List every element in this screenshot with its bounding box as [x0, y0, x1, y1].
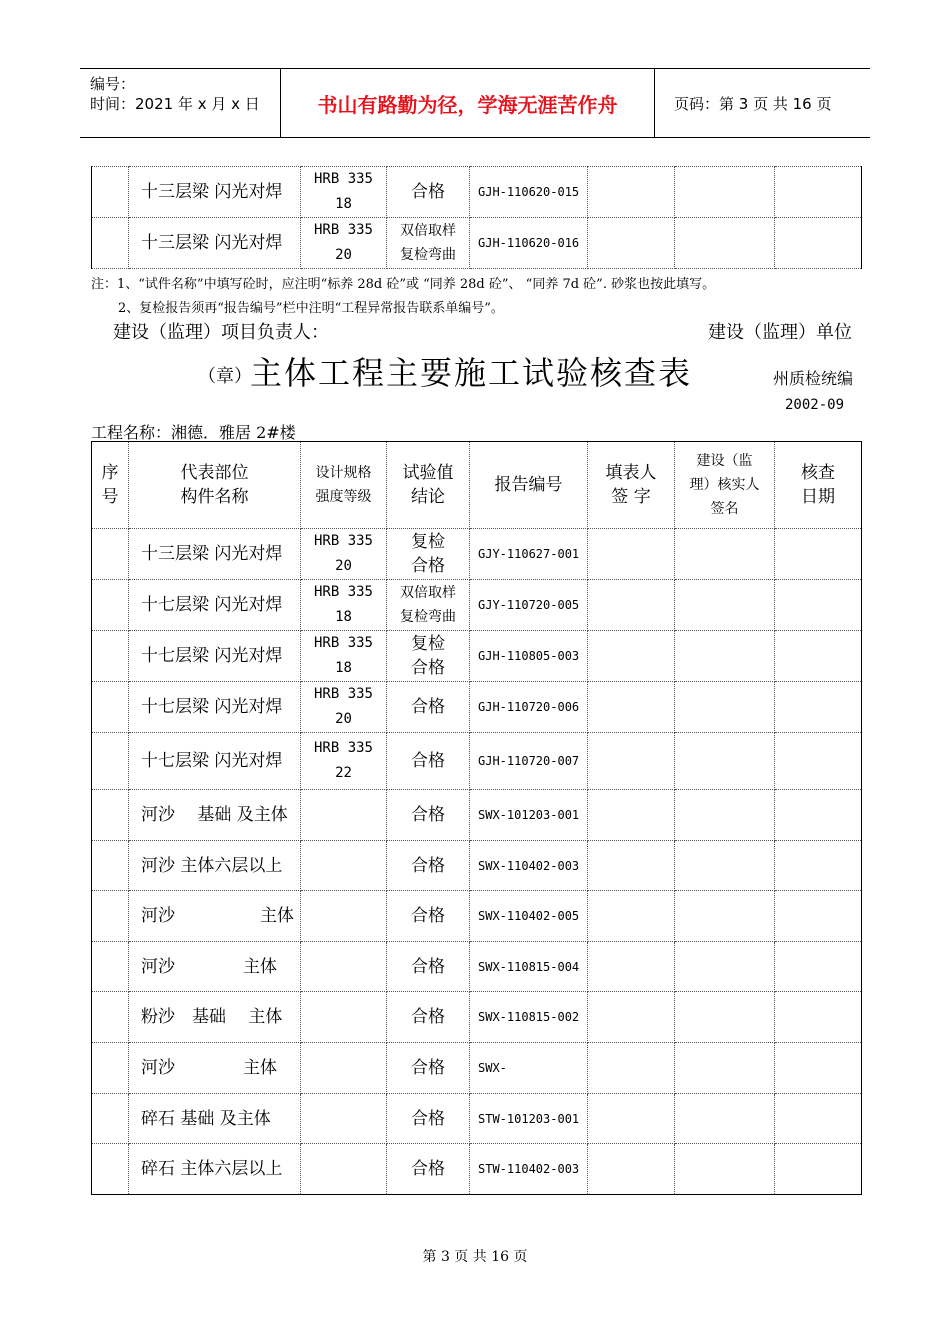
cell-spec	[301, 992, 387, 1043]
cell-seq	[92, 1144, 129, 1195]
document-time-label: 时间：2021 年 x 月 x 日	[90, 95, 260, 113]
cell-check-date	[775, 942, 862, 992]
cell-filler-signature	[588, 992, 675, 1043]
cell-part: 十七层梁 闪光对焊	[129, 631, 301, 682]
cell-check-date	[775, 529, 862, 580]
cell-filler-signature	[588, 580, 675, 631]
publisher-label: 州质检统编	[773, 369, 854, 388]
cell-result: 双倍取样 复检弯曲	[387, 580, 470, 631]
cell-verifier-signature	[675, 733, 775, 790]
cell-check-date	[775, 631, 862, 682]
header-verifier: 建设（监 理）核实人 签名	[675, 442, 775, 529]
cell-part: 十三层梁 闪光对焊	[129, 218, 301, 269]
cell-spec	[301, 841, 387, 891]
cell-check-date	[775, 167, 862, 218]
cell-verifier-signature	[675, 167, 775, 218]
top-continuation-table	[91, 166, 862, 269]
cell-report-number: STW-101203-001	[470, 1094, 588, 1144]
header-spec: 设计规格 强度等级	[301, 442, 387, 529]
cell-part: 十三层梁 闪光对焊	[129, 167, 301, 218]
table-row	[92, 1144, 862, 1195]
cell-check-date	[775, 580, 862, 631]
table-row	[92, 891, 862, 942]
cell-filler-signature	[588, 529, 675, 580]
cell-filler-signature	[588, 841, 675, 891]
header-filler: 填表人 签 字	[588, 442, 675, 529]
cell-verifier-signature	[675, 992, 775, 1043]
cell-check-date	[775, 1043, 862, 1094]
cell-verifier-signature	[675, 1144, 775, 1195]
cell-report-number: GJH-110805-003	[470, 631, 588, 682]
cell-result: 合格	[387, 733, 470, 790]
table-row	[92, 167, 862, 218]
cell-check-date	[775, 1144, 862, 1195]
cell-report-number: GJH-110720-006	[470, 682, 588, 733]
table-row	[92, 580, 862, 631]
cell-verifier-signature	[675, 529, 775, 580]
cell-filler-signature	[588, 1094, 675, 1144]
cell-report-number: GJH-110620-016	[470, 218, 588, 269]
cell-spec: HRB 335 22	[301, 733, 387, 790]
cell-spec: HRB 335 18	[301, 167, 387, 218]
cell-result: 合格	[387, 841, 470, 891]
cell-spec	[301, 1043, 387, 1094]
cell-verifier-signature	[675, 218, 775, 269]
cell-filler-signature	[588, 167, 675, 218]
cell-verifier-signature	[675, 790, 775, 841]
cell-verifier-signature	[675, 682, 775, 733]
cell-filler-signature	[588, 891, 675, 942]
cell-filler-signature	[588, 682, 675, 733]
note-2: 2、复检报告须再“报告编号”栏中注明“工程异常报告联系单编号”。	[118, 301, 504, 316]
header-motto: 书山有路勤为径，学海无涯苦作舟	[281, 69, 655, 137]
cell-seq	[92, 631, 129, 682]
seal-label: （章）	[198, 366, 252, 387]
table-row	[92, 942, 862, 992]
table-row	[92, 682, 862, 733]
cell-spec	[301, 942, 387, 992]
cell-report-number: GJY-110720-005	[470, 580, 588, 631]
cell-spec	[301, 1144, 387, 1195]
cell-seq	[92, 218, 129, 269]
cell-spec: HRB 335 20	[301, 682, 387, 733]
table-header-row	[92, 442, 862, 529]
cell-check-date	[775, 790, 862, 841]
cell-part: 碎石 主体六层以上	[129, 1144, 301, 1195]
cell-result: 合格	[387, 1043, 470, 1094]
cell-check-date	[775, 841, 862, 891]
main-inspection-table	[91, 441, 862, 1195]
cell-spec: HRB 335 18	[301, 631, 387, 682]
edition-date: 2002-09	[785, 397, 845, 413]
cell-result: 合格	[387, 891, 470, 942]
project-name: 工程名称：湘德．雅居 2#楼	[91, 423, 296, 442]
cell-filler-signature	[588, 942, 675, 992]
cell-result: 合格	[387, 992, 470, 1043]
cell-seq	[92, 841, 129, 891]
cell-report-number: GJH-110720-007	[470, 733, 588, 790]
header-result: 试验值 结论	[387, 442, 470, 529]
cell-report-number: SWX-	[470, 1043, 588, 1094]
cell-check-date	[775, 992, 862, 1043]
document-number-label: 编号：	[90, 75, 136, 93]
table-row	[92, 529, 862, 580]
cell-check-date	[775, 682, 862, 733]
table-row	[92, 992, 862, 1043]
cell-filler-signature	[588, 1144, 675, 1195]
header-seq: 序 号	[92, 442, 129, 529]
cell-report-number: GJY-110627-001	[470, 529, 588, 580]
cell-verifier-signature	[675, 891, 775, 942]
cell-check-date	[775, 733, 862, 790]
cell-filler-signature	[588, 218, 675, 269]
cell-filler-signature	[588, 790, 675, 841]
cell-seq	[92, 790, 129, 841]
cell-part: 十七层梁 闪光对焊	[129, 580, 301, 631]
cell-filler-signature	[588, 733, 675, 790]
header-report: 报告编号	[470, 442, 588, 529]
construction-unit-label: 建设（监理）单位	[708, 322, 852, 343]
cell-result: 合格	[387, 1094, 470, 1144]
cell-seq	[92, 167, 129, 218]
cell-report-number: SWX-110815-004	[470, 942, 588, 992]
cell-seq	[92, 992, 129, 1043]
page-title: 主体工程主要施工试验核查表	[250, 354, 693, 392]
cell-part: 河沙 主体	[129, 891, 301, 942]
cell-report-number: SWX-101203-001	[470, 790, 588, 841]
header-part: 代表部位 构件名称	[129, 442, 301, 529]
cell-result: 合格	[387, 1144, 470, 1195]
cell-report-number: SWX-110815-002	[470, 992, 588, 1043]
cell-verifier-signature	[675, 1043, 775, 1094]
header-page-label: 页码：第 3 页 共 16 页	[674, 94, 832, 113]
cell-part: 十三层梁 闪光对焊	[129, 529, 301, 580]
cell-seq	[92, 942, 129, 992]
cell-check-date	[775, 891, 862, 942]
cell-report-number: SWX-110402-005	[470, 891, 588, 942]
table-row	[92, 218, 862, 269]
cell-spec	[301, 1094, 387, 1144]
table-row	[92, 1094, 862, 1144]
cell-part: 十七层梁 闪光对焊	[129, 682, 301, 733]
header-check-date: 核查 日期	[775, 442, 862, 529]
cell-verifier-signature	[675, 580, 775, 631]
cell-seq	[92, 891, 129, 942]
table-row	[92, 631, 862, 682]
cell-part: 十七层梁 闪光对焊	[129, 733, 301, 790]
cell-seq	[92, 1043, 129, 1094]
cell-verifier-signature	[675, 942, 775, 992]
cell-verifier-signature	[675, 631, 775, 682]
cell-seq	[92, 733, 129, 790]
cell-verifier-signature	[675, 841, 775, 891]
cell-spec: HRB 335 18	[301, 580, 387, 631]
cell-part: 河沙 基础 及主体	[129, 790, 301, 841]
cell-result: 合格	[387, 682, 470, 733]
cell-spec: HRB 335 20	[301, 529, 387, 580]
project-leader-signature-label: 建设（监理）项目负责人：	[113, 322, 329, 343]
cell-part: 河沙 主体	[129, 942, 301, 992]
table-row	[92, 733, 862, 790]
cell-seq	[92, 580, 129, 631]
cell-check-date	[775, 1094, 862, 1144]
cell-part: 河沙 主体六层以上	[129, 841, 301, 891]
cell-report-number: STW-110402-003	[470, 1144, 588, 1195]
cell-result: 复检 合格	[387, 631, 470, 682]
table-row	[92, 1043, 862, 1094]
cell-check-date	[775, 218, 862, 269]
cell-spec	[301, 790, 387, 841]
cell-part: 粉沙 基础 主体	[129, 992, 301, 1043]
cell-part: 碎石 基础 及主体	[129, 1094, 301, 1144]
page-footer: 第 3 页 共 16 页	[422, 1249, 528, 1265]
cell-result: 双倍取样 复检弯曲	[387, 218, 470, 269]
cell-report-number: SWX-110402-003	[470, 841, 588, 891]
cell-part: 河沙 主体	[129, 1043, 301, 1094]
cell-spec	[301, 891, 387, 942]
cell-result: 合格	[387, 790, 470, 841]
cell-result: 合格	[387, 942, 470, 992]
note-1: 注：1、“试件名称”中填写砼时，应注明“标养 28d 砼”或 “同养 28d 砼”、 “同养 7d 砼”. 砂浆也按此填写。	[91, 277, 716, 292]
cell-seq	[92, 1094, 129, 1144]
cell-filler-signature	[588, 631, 675, 682]
cell-result: 复检 合格	[387, 529, 470, 580]
cell-verifier-signature	[675, 1094, 775, 1144]
cell-result: 合格	[387, 167, 470, 218]
page-header	[80, 68, 870, 138]
table-row	[92, 841, 862, 891]
cell-spec: HRB 335 20	[301, 218, 387, 269]
table-row	[92, 790, 862, 841]
cell-filler-signature	[588, 1043, 675, 1094]
cell-seq	[92, 529, 129, 580]
cell-seq	[92, 682, 129, 733]
header-meta	[80, 69, 281, 137]
cell-report-number: GJH-110620-015	[470, 167, 588, 218]
